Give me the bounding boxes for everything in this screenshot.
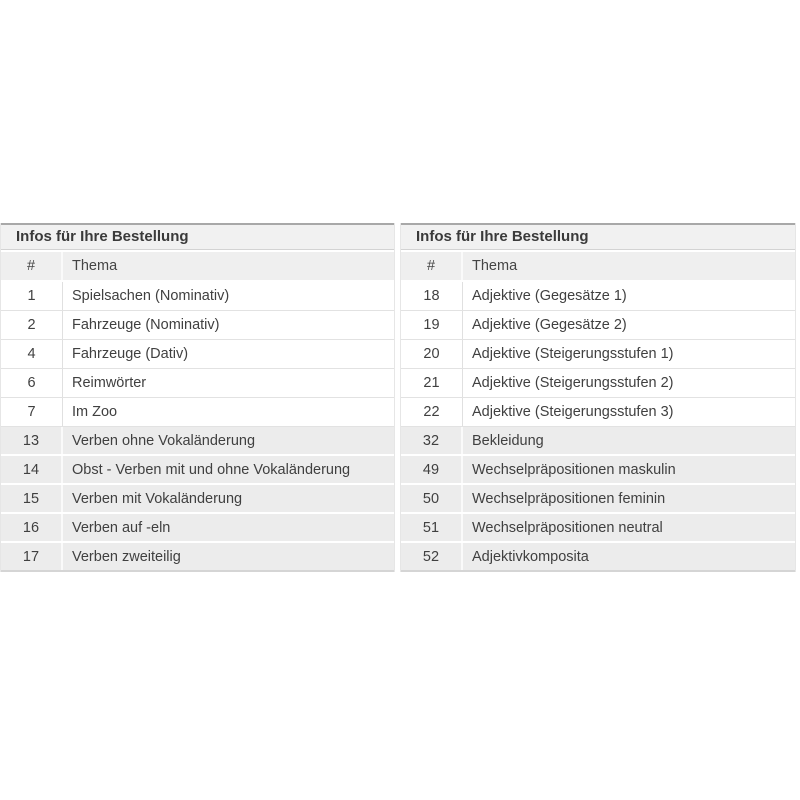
- row-number: 16: [1, 514, 63, 541]
- row-topic: Verben ohne Vokaländerung: [72, 432, 256, 449]
- row-number: 32: [401, 427, 463, 454]
- row-topic: Wechselpräpositionen feminin: [472, 490, 666, 507]
- row-topic: Verben auf -eln: [72, 519, 171, 536]
- row-number: 51: [401, 514, 463, 541]
- table-row: [401, 340, 795, 369]
- row-number: 15: [1, 485, 63, 512]
- row-number: 50: [401, 485, 463, 512]
- row-number: 22: [401, 398, 463, 426]
- row-number: 49: [401, 456, 463, 483]
- row-number: 13: [1, 427, 63, 454]
- order-info-table-left: [0, 223, 395, 572]
- row-number: 14: [1, 456, 63, 483]
- row-topic: Bekleidung: [472, 432, 544, 449]
- table-row: [1, 514, 394, 543]
- row-topic: Im Zoo: [72, 404, 118, 420]
- table-body: [1, 282, 394, 572]
- table-row: [401, 311, 795, 340]
- row-topic: Fahrzeuge (Nominativ): [72, 317, 220, 333]
- order-info-table-right: [400, 223, 796, 572]
- column-header-number: #: [1, 252, 63, 280]
- table-row: [1, 427, 394, 456]
- row-number: 20: [401, 340, 463, 368]
- table-row: [1, 456, 394, 485]
- table-title: Infos für Ihre Bestellung: [1, 223, 394, 250]
- row-topic: Fahrzeuge (Dativ): [72, 346, 189, 362]
- row-number: 52: [401, 543, 463, 570]
- row-number: 2: [1, 311, 63, 339]
- row-topic: Adjektive (Gegesätze 2): [472, 317, 627, 333]
- column-header-thema: Thema: [472, 258, 518, 274]
- row-topic: Reimwörter: [72, 375, 147, 391]
- table-row: [401, 398, 795, 427]
- row-number: 1: [1, 282, 63, 310]
- row-topic: Adjektive (Gegesätze 1): [472, 288, 627, 304]
- row-topic: Wechselpräpositionen maskulin: [472, 461, 676, 478]
- table-header-row: [401, 252, 795, 280]
- table-row: [401, 369, 795, 398]
- table-row: [1, 543, 394, 572]
- row-number: 18: [401, 282, 463, 310]
- row-number: 17: [1, 543, 63, 570]
- row-topic: Verben mit Vokaländerung: [72, 490, 243, 507]
- row-number: 7: [1, 398, 63, 426]
- table-row: [401, 543, 795, 572]
- table-body: [401, 282, 795, 572]
- row-topic: Adjektive (Steigerungsstufen 2): [472, 375, 674, 391]
- table-row: [401, 427, 795, 456]
- table-row: [1, 311, 394, 340]
- table-row: [1, 369, 394, 398]
- table-title: Infos für Ihre Bestellung: [401, 223, 795, 250]
- table-row: [1, 485, 394, 514]
- table-row: [401, 456, 795, 485]
- column-header-thema: Thema: [72, 258, 118, 274]
- table-row: [401, 485, 795, 514]
- row-number: 4: [1, 340, 63, 368]
- column-header-number: #: [401, 252, 463, 280]
- row-topic: Wechselpräpositionen neutral: [472, 519, 663, 536]
- row-topic: Obst - Verben mit und ohne Vokaländerung: [72, 461, 351, 478]
- table-row: [401, 282, 795, 311]
- table-row: [401, 514, 795, 543]
- row-topic: Spielsachen (Nominativ): [72, 288, 230, 304]
- row-number: 6: [1, 369, 63, 397]
- row-topic: Adjektive (Steigerungsstufen 3): [472, 404, 674, 420]
- row-number: 21: [401, 369, 463, 397]
- table-header-row: [1, 252, 394, 280]
- table-row: [1, 282, 394, 311]
- row-number: 19: [401, 311, 463, 339]
- row-topic: Adjektivkomposita: [472, 548, 589, 565]
- table-row: [1, 398, 394, 427]
- row-topic: Verben zweiteilig: [72, 548, 181, 565]
- table-row: [1, 340, 394, 369]
- row-topic: Adjektive (Steigerungsstufen 1): [472, 346, 674, 362]
